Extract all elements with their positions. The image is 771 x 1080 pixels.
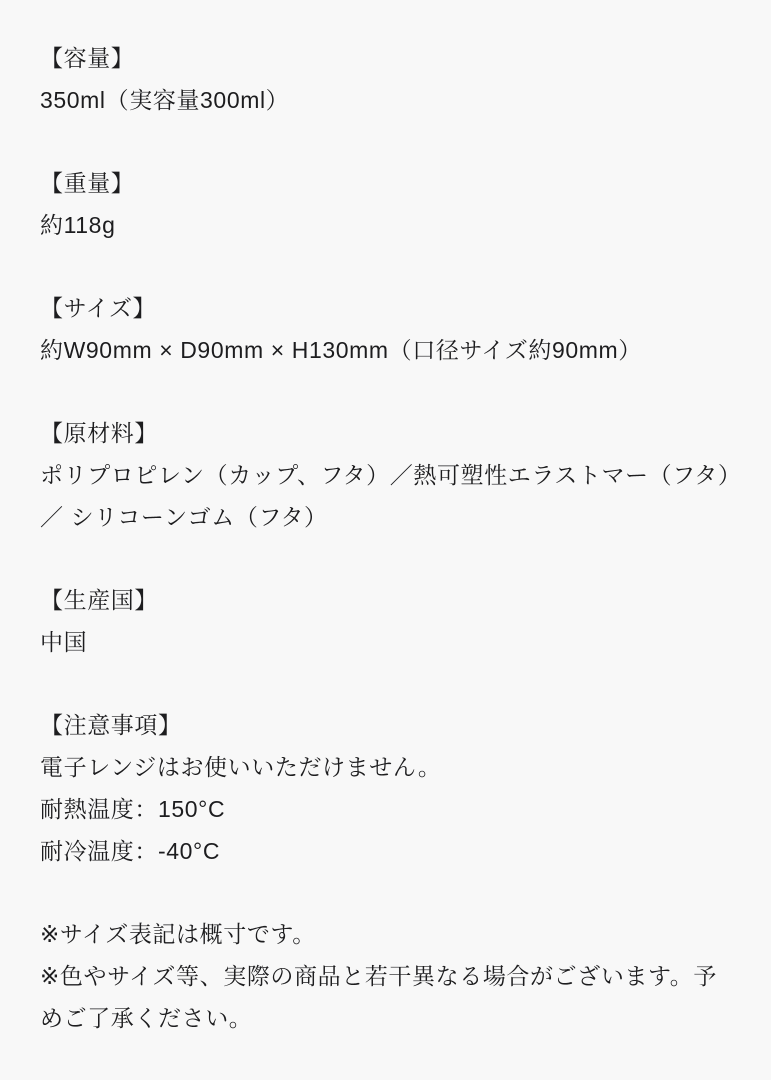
spec-label-country: 【生産国】	[40, 587, 158, 613]
spec-section-materials	[40, 412, 739, 538]
spec-label-capacity: 【容量】	[40, 45, 135, 71]
spec-value-weight: 約118g	[40, 212, 116, 238]
spec-section-country	[40, 579, 739, 663]
spec-label-size: 【サイズ】	[40, 295, 157, 321]
note-size-approximate: ※サイズ表記は概寸です。	[40, 921, 316, 947]
spec-section-cautions	[40, 704, 739, 872]
spec-section-weight	[40, 162, 739, 246]
caution-cold-resistance: 耐冷温度：-40°C	[40, 838, 221, 864]
spec-section-size	[40, 287, 739, 371]
note-color-variation: ※色やサイズ等、実際の商品と若干異なる場合がございます。予めご了承ください。	[40, 963, 717, 1031]
caution-heat-resistance: 耐熱温度：150°C	[40, 796, 226, 822]
spec-label-cautions: 【注意事項】	[40, 712, 182, 738]
spec-label-weight: 【重量】	[40, 170, 135, 196]
spec-value-size: 約W90mm × D90mm × H130mm（口径サイズ約90mm）	[40, 337, 642, 363]
spec-value-materials: ポリプロピレン（カップ、フタ）／熱可塑性エラストマー（フタ）／ シリコーンゴム（フタ）	[40, 462, 730, 530]
spec-value-country: 中国	[40, 629, 88, 655]
spec-value-capacity: 350ml（実容量300ml）	[40, 87, 290, 113]
spec-label-materials: 【原材料】	[40, 420, 158, 446]
disclaimer-notes	[40, 913, 739, 1039]
spec-section-capacity	[40, 37, 739, 121]
caution-microwave: 電子レンジはお使いいただけません。	[40, 754, 442, 780]
